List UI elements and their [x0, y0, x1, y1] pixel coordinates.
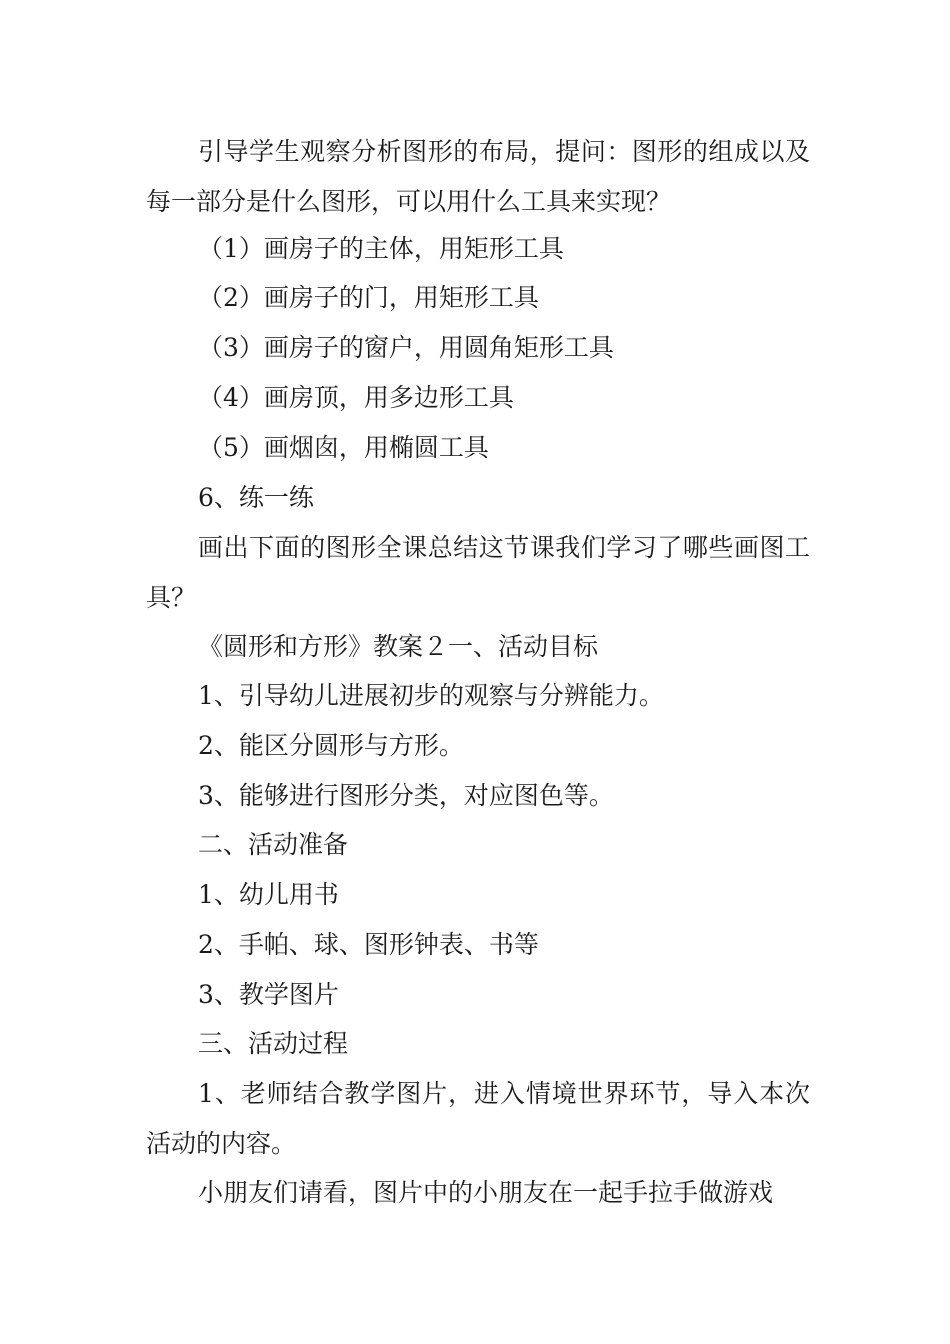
list-item-prep-1: 1、幼儿用书 — [198, 880, 339, 909]
paragraph-story: 小朋友们请看，图片中的小朋友在一起手拉手做游戏 — [198, 1178, 774, 1207]
list-item-step-3: （3）画房子的窗户，用圆角矩形工具 — [198, 333, 614, 362]
list-item-step-5: （5）画烟囱，用椭圆工具 — [198, 433, 489, 462]
paragraph-summary: 画出下面的图形全课总结这节课我们学习了哪些画图工具？ — [146, 533, 810, 612]
list-item-prep-3: 3、教学图片 — [198, 980, 339, 1009]
list-item-step-4: （4）画房顶，用多边形工具 — [198, 383, 514, 412]
paragraph-intro: 引导学生观察分析图形的布局，提问：图形的组成以及每一部分是什么图形，可以用什么工具来实现？ — [146, 137, 810, 216]
list-item-goal-1: 1、引导幼儿进展初步的观察与分辨能力。 — [198, 681, 664, 710]
section-heading-process: 三、活动过程 — [198, 1029, 349, 1058]
list-item-step-2: （2）画房子的门，用矩形工具 — [198, 283, 539, 312]
section-heading-preparation: 二、活动准备 — [198, 830, 349, 859]
paragraph-process-1: 1、老师结合教学图片，进入情境世界环节，导入本次活动的内容。 — [146, 1079, 810, 1158]
list-item-step-1: （1）画房子的主体，用矩形工具 — [198, 234, 564, 263]
section-heading-practice: 6、练一练 — [198, 483, 314, 512]
list-item-goal-2: 2、能区分圆形与方形。 — [198, 731, 464, 760]
list-item-prep-2: 2、手帕、球、图形钟表、书等 — [198, 930, 539, 959]
lesson-plan-title: 《圆形和方形》教案２一、活动目标 — [198, 632, 599, 661]
list-item-goal-3: 3、能够进行图形分类，对应图色等。 — [198, 781, 614, 810]
